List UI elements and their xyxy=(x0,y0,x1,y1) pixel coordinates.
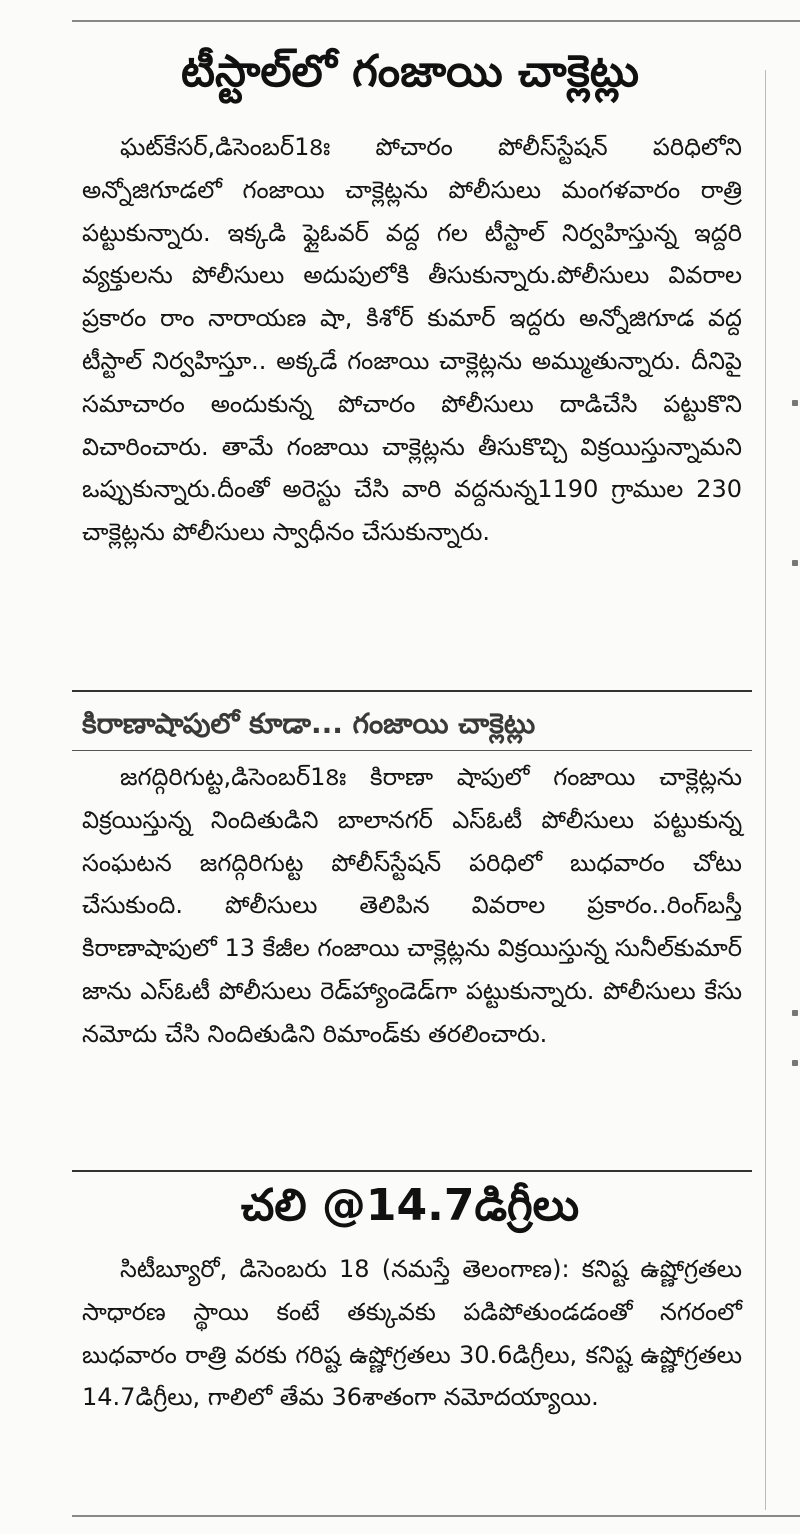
separator-1 xyxy=(72,690,752,692)
story1-headline: టీస్టాల్‌లో గంజాయి చాక్లెట్లు xyxy=(180,46,639,97)
story2-headline: కిరాణాషాపులో కూడా... గంజాయి చాక్లెట్లు xyxy=(82,707,536,740)
margin-mark xyxy=(792,560,798,566)
separator-2 xyxy=(72,750,752,751)
bottom-rule xyxy=(72,1515,800,1517)
top-rule xyxy=(72,20,800,22)
story1-body: ఘట్‌కేసర్,డిసెంబర్18ః పోచారం పోలీస్‌స్టేషన్ పరిధిలోని అన్నోజిగూడలో గంజాయి చాక్లెట్లను పోలీసులు మంగళవారం రాత్రి పట్టుకున్నారు. ఇక్కడి ఫ్లైఓవర్ వద్ద గల టీస్టాల్ నిర్వహిస్తున్న ఇద్దరి వ్యక్తులను పోలీసులు అదుపులోకి తీసుకున్నారు.పోలీసులు వివరాల ప్రకారం రాం నారాయణ షా, కిశోర్ కుమార్ ఇద్దరు అన్నోజిగూడ వద్ద టీస్టాల్ నిర్వహిస్తూ.. అక్కడే గంజాయి చాక్లెట్లను అమ్ముతున్నారు. దీనిపై సమాచారం అందుకున్న పోచారం పోలీసులు దాడిచేసి పట్టుకొని విచారించారు. తామే గంజాయి చాక్లెట్లను తీసుకొచ్చి విక్రయిస్తున్నామని ఒప్పుకున్నారు.దీంతో అరెస్టు చేసి వారి వద్దనున్న1190 గ్రాముల 230 చాక్లెట్లను పోలీసులు స్వాధీనం చేసుకున్నారు. xyxy=(82,133,742,547)
margin-mark xyxy=(792,1060,798,1066)
margin-mark xyxy=(792,1010,798,1016)
story3-body: సిటీబ్యూరో, డిసెంబరు 18 (నమస్తే తెలంగాణ): కనిష్ట ఉష్ణోగ్రతలు సాధారణ స్థాయి కంటే తక్కువకు పడిపోతుండడంతో నగరంలో బుధవారం రాత్రి వరకు గరిష్ట ఉష్ణోగ్రతలు 30.6డిగ్రీలు, కనిష్ట ఉష్ణోగ్రతలు 14.7డిగ్రీలు, గాలిలో తేమ 36శాతంగా నమోదయ్యాయి. xyxy=(82,1255,742,1412)
story3-headline: చలి @14.7డిగ్రీలు xyxy=(240,1180,580,1231)
column-divider xyxy=(765,70,766,1510)
margin-mark xyxy=(792,400,798,406)
separator-3 xyxy=(72,1170,752,1172)
story2-body: జగద్గిరిగుట్ట,డిసెంబర్18ః కిరాణా షాపులో గంజాయి చాక్లెట్లను విక్రయిస్తున్న నిందితుడిని బాలానగర్ ఎస్ఓటీ పోలీసులు పట్టుకున్న సంఘటన జగద్గిరిగుట్ట పోలీస్‌స్టేషన్ పరిధిలో బుధవారం చోటు చేసుకుంది. పోలీసులు తెలిపిన వివరాల ప్రకారం..రింగ్‌బస్తీ కిరాణాషాపులో 13 కేజీల గంజాయి చాక్లెట్లను విక్రయిస్తున్న సునీల్‌కుమార్ జాను ఎస్ఓటీ పోలీసులు రెడ్‌హ్యాండెడ్‌గా పట్టుకున్నారు. పోలీసులు కేసు నమోదు చేసి నిందితుడిని రిమాండ్‌కు తరలించారు. xyxy=(82,763,743,1048)
